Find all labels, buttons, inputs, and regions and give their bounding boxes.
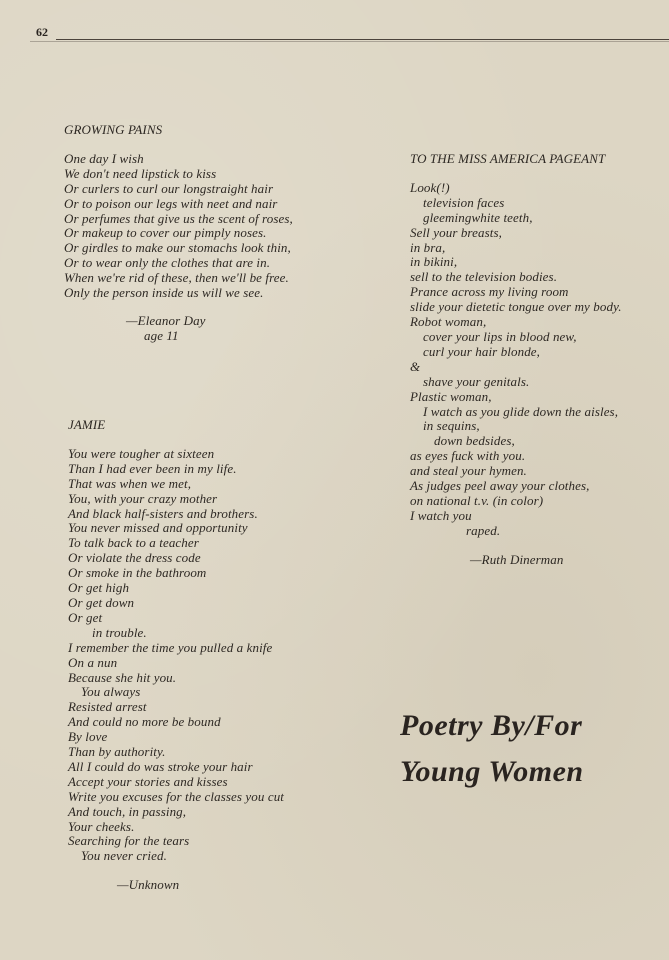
poem-line: in sequins, (423, 418, 480, 434)
header-rule (56, 39, 669, 40)
poem-line: cover your lips in blood new, (423, 328, 577, 344)
poem-line: Or smoke in the bathroom (68, 565, 207, 581)
poem-line: slide your dietetic tongue over my body. (410, 299, 622, 315)
poem-line: To talk back to a teacher (68, 535, 199, 551)
poem-line: Only the person inside us will we see. (64, 285, 264, 301)
poem-line: down bedsides, (434, 433, 515, 449)
poem-line: We don't need lipstick to kiss (64, 165, 217, 181)
poem-line: Than by authority. (68, 744, 166, 760)
poem-line: raped. (466, 522, 501, 538)
poem-line: When we're rid of these, then we'll be free. (64, 270, 289, 286)
poem-line: in bra, (410, 239, 446, 255)
poem-line: & (410, 358, 421, 374)
poem-line: Or perfumes that give us the scent of roses, (64, 210, 293, 226)
poem-line: I watch you (410, 507, 472, 523)
poem-line: on national t.v. (in color) (410, 492, 544, 508)
poem-jamie (68, 418, 284, 893)
poem-line: One day I wish (64, 150, 144, 166)
poem-line: Write you excuses for the classes you cut (68, 788, 285, 804)
poem-line: Than I had ever been in my life. (68, 460, 237, 476)
poem-line: All I could do was stroke your hair (68, 758, 253, 774)
poem-line: television faces (423, 194, 505, 210)
header-rule-shadow (30, 41, 669, 42)
poem-author: —Eleanor Day (126, 312, 206, 328)
poem-line: Or to poison our legs with neet and nair (64, 195, 278, 211)
poem-line: Or get high (68, 580, 130, 596)
poem-line: Or makeup to cover our pimply noses. (64, 225, 267, 241)
feature-title-line-1: Poetry By/For (400, 709, 583, 742)
poem-line: On a nun (68, 654, 118, 670)
poem-line: Resisted arrest (68, 699, 147, 715)
poem-line: curl your hair blonde, (423, 343, 541, 359)
poem-line: You always (81, 684, 141, 700)
poem-line: Robot woman, (410, 314, 487, 330)
poem-line: Your cheeks. (68, 818, 135, 834)
poem-line: You, with your crazy mother (68, 490, 218, 506)
poem-miss-america (410, 152, 622, 568)
poem-line: gleemingwhite teeth, (423, 209, 533, 225)
poem-line: As judges peel away your clothes, (410, 478, 590, 494)
poem-line: And could no more be bound (68, 714, 221, 730)
poem-line: and steal your hymen. (410, 463, 527, 479)
poem-author-age: age 11 (144, 327, 179, 343)
poem-line: Or get down (68, 594, 135, 610)
poem-author: —Ruth Dinerman (470, 551, 564, 567)
page-number: 62 (36, 25, 48, 39)
poem-author: —Unknown (117, 877, 180, 893)
poem-line: sell to the television bodies. (410, 269, 558, 285)
poem-line: Plastic woman, (410, 388, 492, 404)
poem-title: JAMIE (68, 417, 106, 432)
poem-line: Because she hit you. (68, 669, 177, 685)
poem-line: Or get (68, 609, 103, 625)
poem-line: in bikini, (410, 254, 458, 270)
poem-line: Or curlers to curl our longstraight hair (64, 180, 274, 196)
poem-title: GROWING PAINS (64, 122, 163, 137)
poem-title: TO THE MISS AMERICA PAGEANT (410, 151, 606, 166)
poem-line: Sell your breasts, (410, 224, 502, 240)
poem-line: And black half-sisters and brothers. (68, 505, 258, 521)
poem-line: Look(!) (410, 179, 450, 195)
poem-line: By love (68, 729, 108, 745)
poem-line: I remember the time you pulled a knife (68, 639, 273, 655)
poem-line: I watch as you glide down the aisles, (423, 403, 619, 419)
poem-line: in trouble. (92, 624, 147, 640)
poem-line: Or girdles to make our stomachs look thin, (64, 240, 291, 256)
poem-line: You were tougher at sixteen (68, 445, 215, 461)
poem-line: You never cried. (81, 848, 167, 864)
feature-title-line-2: Young Women (400, 755, 584, 788)
feature-title (400, 703, 584, 795)
poem-line: That was when we met, (68, 475, 192, 491)
poem-line: Searching for the tears (68, 833, 190, 849)
poem-line: You never missed and opportunity (68, 520, 248, 536)
poem-line: as eyes fuck with you. (410, 448, 526, 464)
poem-growing-pains (64, 123, 293, 344)
poem-line: shave your genitals. (423, 373, 530, 389)
poem-line: And touch, in passing, (68, 803, 187, 819)
poem-line: Or to wear only the clothes that are in. (64, 255, 271, 271)
poem-line: Or violate the dress code (68, 550, 201, 566)
poem-line: Accept your stories and kisses (68, 773, 228, 789)
poem-line: Prance across my living room (410, 284, 569, 300)
